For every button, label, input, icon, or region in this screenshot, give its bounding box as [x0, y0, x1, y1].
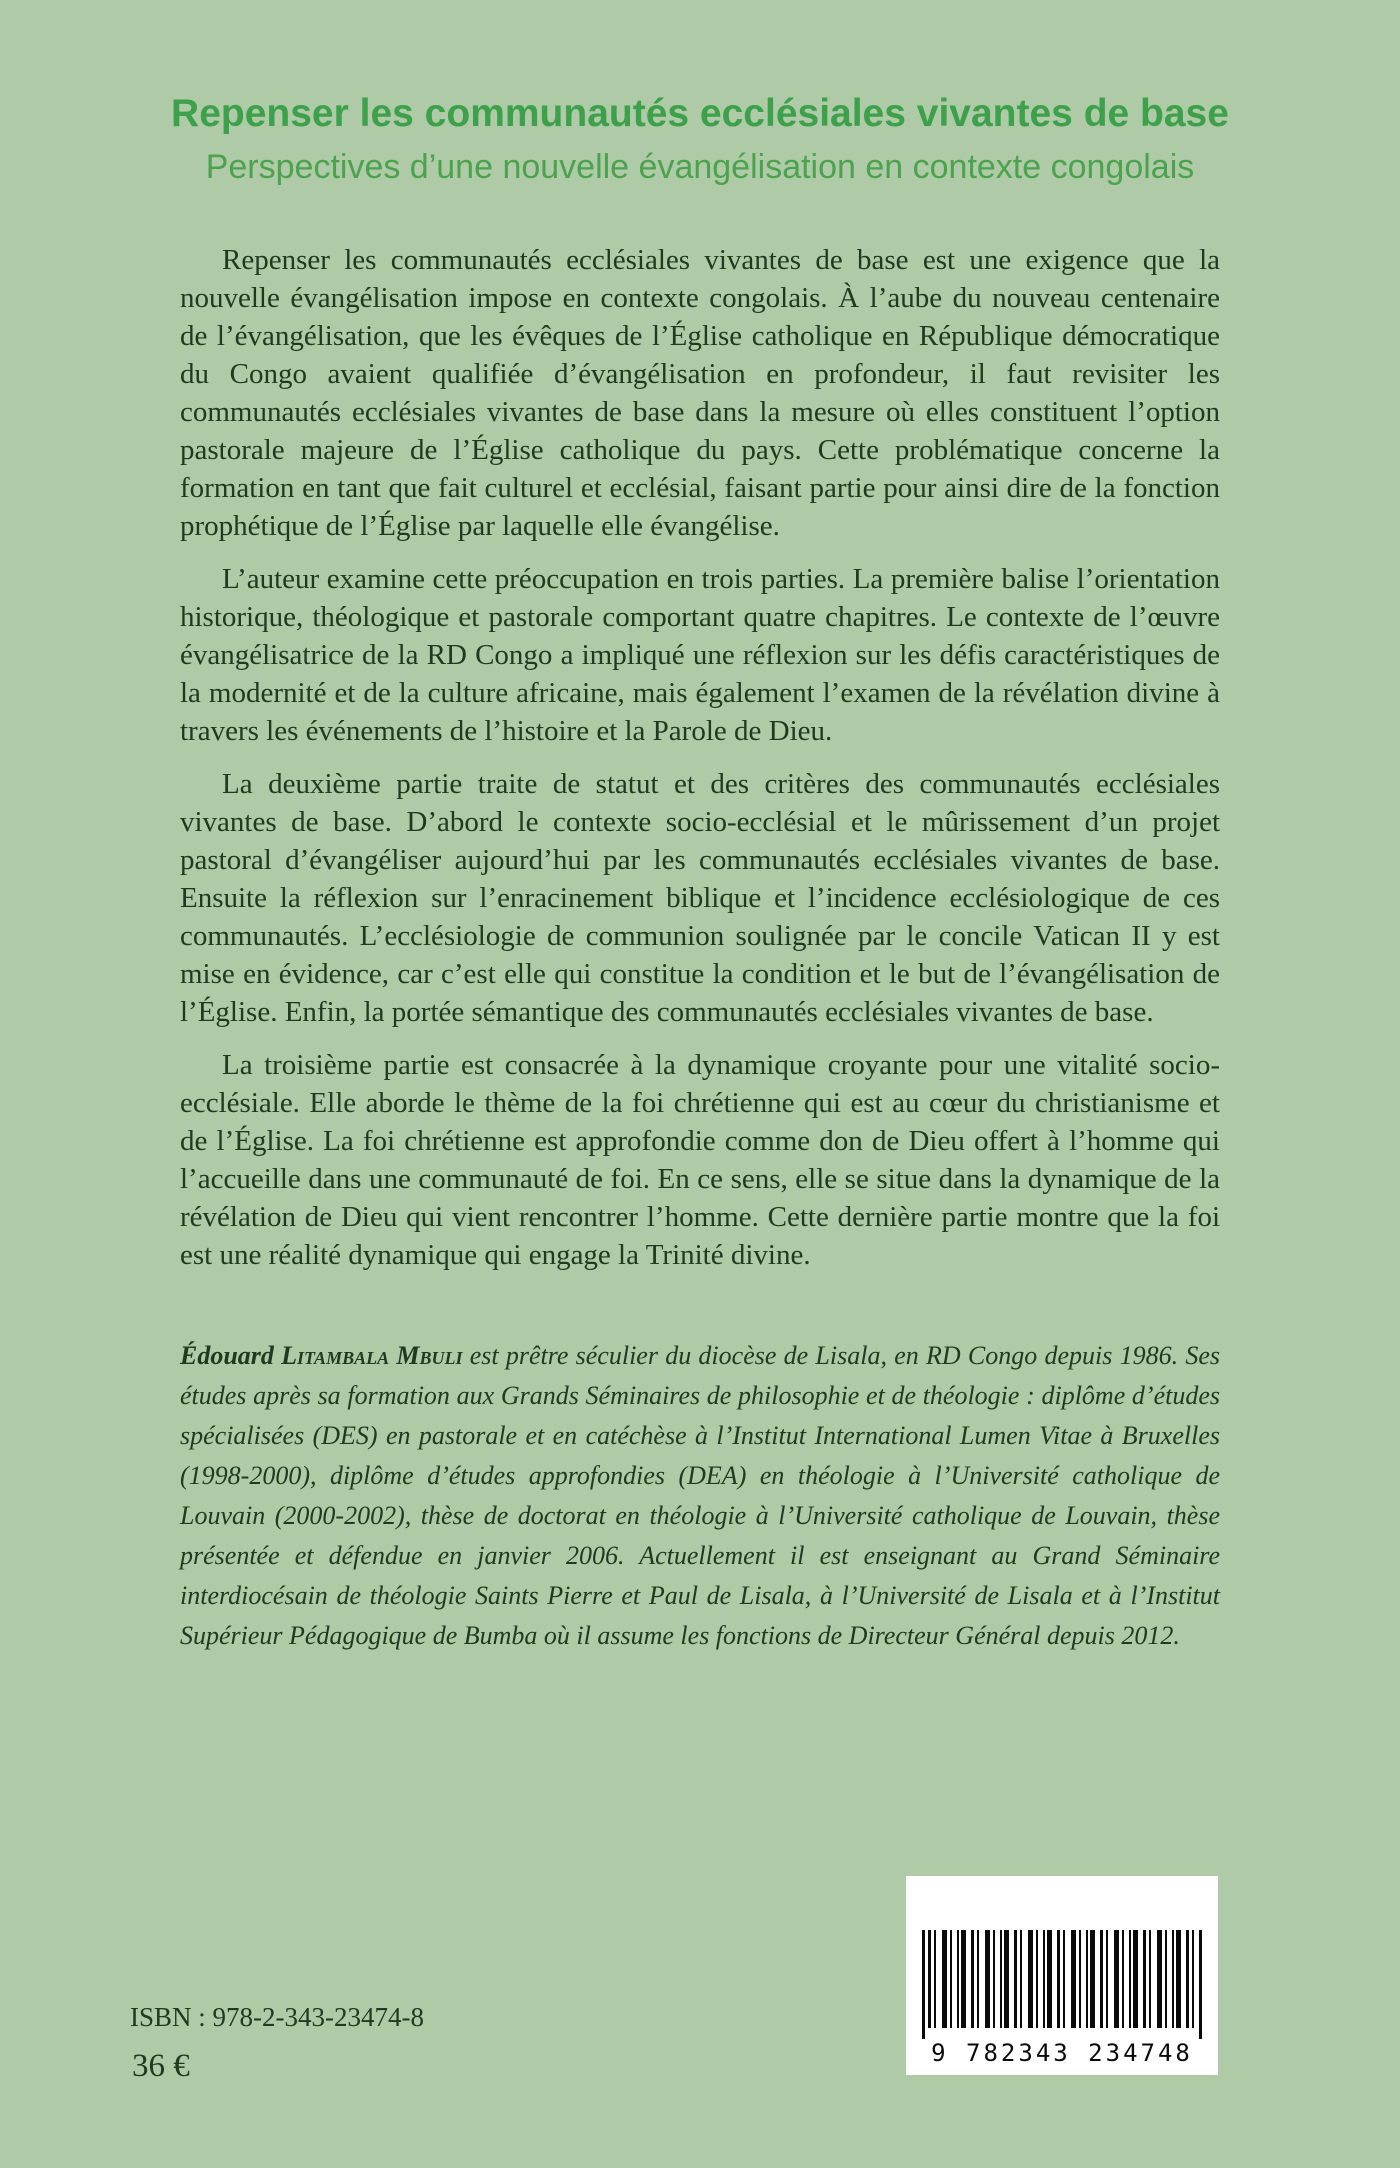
author-bio-text [180, 1336, 1220, 1656]
author-surname: Litambala Mbuli [281, 1341, 463, 1370]
isbn-label: ISBN : 978-2-343-23474-8 [130, 2002, 424, 2032]
synopsis [180, 241, 1220, 1274]
author-bio-body: est prêtre séculier du diocèse de Lisala, en RD Congo depuis 1986. Ses études après sa formation aux Grands Séminaires de philosophie et de théologie : diplôme d’études spécialisées (DES) en pastorale et en catéchèse à l’Institut International Lumen Vitae à Bruxelles (1998-2000), diplôme d’études approfondies (DEA) en théologie à l’Université catholique de Louvain (2000-2002), thèse de doctorat en théologie à l’Université catholique de Louvain, thèse présentée et défendue en janvier 2006. Actuellement il est enseignant au Grand Séminaire interdiocésain de théologie Saints Pierre et Paul de Lisala, à l’Université de Lisala et à l’Institut Supérieur Pédagogique de Bumba où il assume les fonctions de Directeur Général depuis 2012. [180, 1341, 1220, 1650]
barcode-number: 9 782343 234748 [906, 2039, 1218, 2067]
header [0, 0, 1400, 187]
synopsis-paragraph-1: Repenser les communautés ecclésiales vivantes de base est une exigence que la nouvelle évangélisation impose en contexte congolais. À l’aube du nouveau centenaire de l’évangélisation, que les évêques de l’Église catholique en République démocratique du Congo avaient qualifiée d’évangélisation en profondeur, il faut revisiter les communautés ecclésiales vivantes de base dans la mesure où elles constituent l’option pastorale majeure de l’Église catholique du pays. Cette problématique concerne la formation en tant que fait culturel et ecclésial, faisant partie pour ainsi dire de la fonction prophétique de l’Église par laquelle elle évangélise. [180, 244, 1220, 542]
barcode-icon [928, 1930, 1196, 2028]
book-title: Repenser les communautés ecclésiales vivantes de base [171, 92, 1229, 135]
synopsis-paragraph-4: La troisième partie est consacrée à la dynamique croyante pour une vitalité socio-ecclésiale. Elle aborde le thème de la foi chrétienne qui est au cœur du christianisme et de l’Église. La foi chrétienne est approfondie comme don de Dieu offert à l’homme qui l’accueille dans une communauté de foi. En ce sens, elle se situe dans la dynamique de la révélation de Dieu qui vient rencontrer l’homme. Cette dernière partie montre que la foi est une réalité dynamique qui engage la Trinité divine. [180, 1049, 1220, 1271]
author-first-name: Édouard [180, 1341, 282, 1370]
synopsis-paragraph-2: L’auteur examine cette préoccupation en trois parties. La première balise l’orientation historique, théologique et pastorale comportant quatre chapitres. Le contexte de l’œuvre évangélisatrice de la RD Congo a impliqué une réflexion sur les défis caractéristiques de la modernité et de la culture africaine, mais également l’examen de la révélation divine à travers les événements de l’histoire et la Parole de Dieu. [180, 563, 1220, 747]
price-label: 36 € [132, 2048, 190, 2084]
barcode-box [906, 1876, 1218, 2075]
book-subtitle: Perspectives d’une nouvelle évangélisation en contexte congolais [205, 148, 1195, 186]
synopsis-paragraph-3: La deuxième partie traite de statut et des critères des communautés ecclésiales vivantes de base. D’abord le contexte socio-ecclésial et le mûrissement d’un projet pastoral d’évangéliser aujourd’hui par les communautés ecclésiales vivantes de base. Ensuite la réflexion sur l’enracinement biblique et l’incidence ecclésiologique de ces communautés. L’ecclésiologie de communion soulignée par le concile Vatican II y est mise en évidence, car c’est elle qui constitue la condition et le but de l’évangélisation de l’Église. Enfin, la portée sémantique des communautés ecclésiales vivantes de base. [180, 768, 1220, 1028]
author-bio [180, 1336, 1220, 1656]
